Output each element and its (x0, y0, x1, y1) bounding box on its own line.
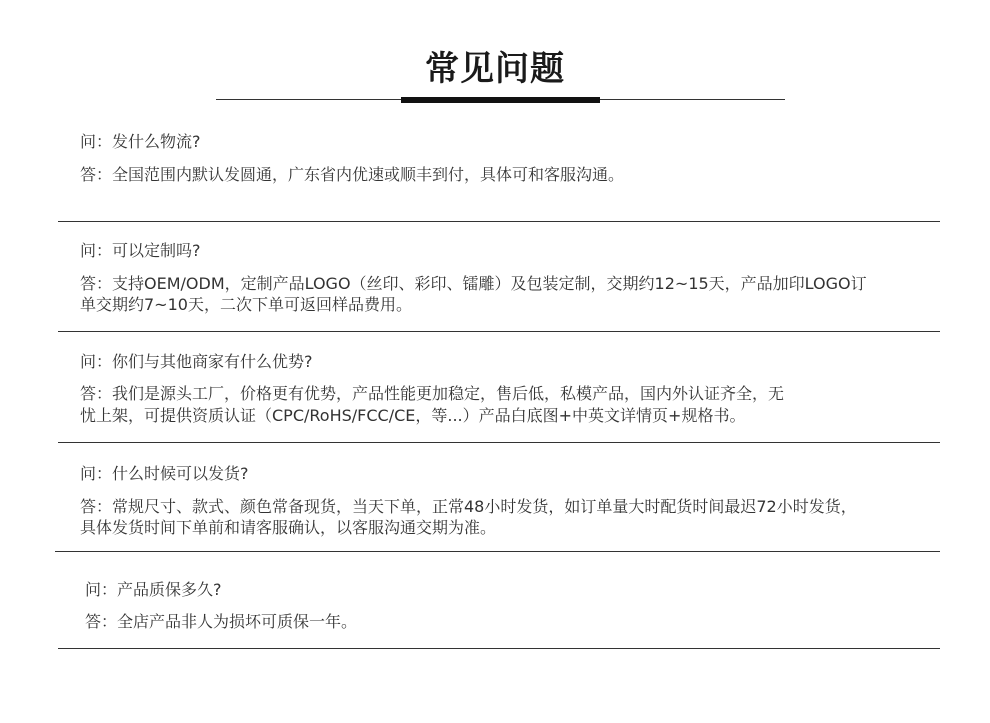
faq-answer-2-line-1: 答：支持OEM/ODM，定制产品LOGO（丝印、彩印、镭雕）及包装定制，交期约12~15天，产品加印LOGO订 (80, 274, 867, 293)
title-divider-accent (401, 97, 600, 103)
faq-question-1: 问：发什么物流? (80, 132, 201, 151)
faq-answer-5-line-1: 答：全店产品非人为损坏可质保一年。 (85, 612, 358, 631)
faq-answer-4-line-1: 答：常规尺寸、款式、颜色常备现货，当天下单，正常48小时发货，如订单量大时配货时间最迟72小时发货， (80, 497, 857, 516)
faq-answer-3-line-1: 答：我们是源头工厂，价格更有优势，产品性能更加稳定，售后低，私模产品，国内外认证齐全，无 (80, 384, 785, 403)
faq-answer-3-line-2: 忧上架，可提供资质认证（CPC/RoHS/FCC/CE，等...）产品白底图+中英文详情页+规格书。 (80, 406, 746, 425)
faq-answer-1-line-1: 答：全国范围内默认发圆通，广东省内优速或顺丰到付，具体可和客服沟通。 (80, 165, 625, 184)
faq-answer-4-line-2: 具体发货时间下单前和请客服确认，以客服沟通交期为准。 (80, 518, 497, 537)
faq-question-4: 问：什么时候可以发货? (80, 464, 249, 483)
page-title: 常见问题 (425, 49, 565, 89)
faq-question-3: 问：你们与其他商家有什么优势? (80, 352, 313, 371)
faq-separator-3 (58, 442, 940, 443)
faq-separator-5 (58, 648, 940, 649)
faq-question-2: 问：可以定制吗? (80, 241, 201, 260)
faq-separator-2 (58, 331, 940, 332)
faq-answer-2-line-2: 单交期约7~10天，二次下单可返回样品费用。 (80, 295, 412, 314)
faq-separator-1 (58, 221, 940, 222)
faq-question-5: 问：产品质保多久? (85, 580, 222, 599)
faq-separator-4 (55, 551, 940, 552)
